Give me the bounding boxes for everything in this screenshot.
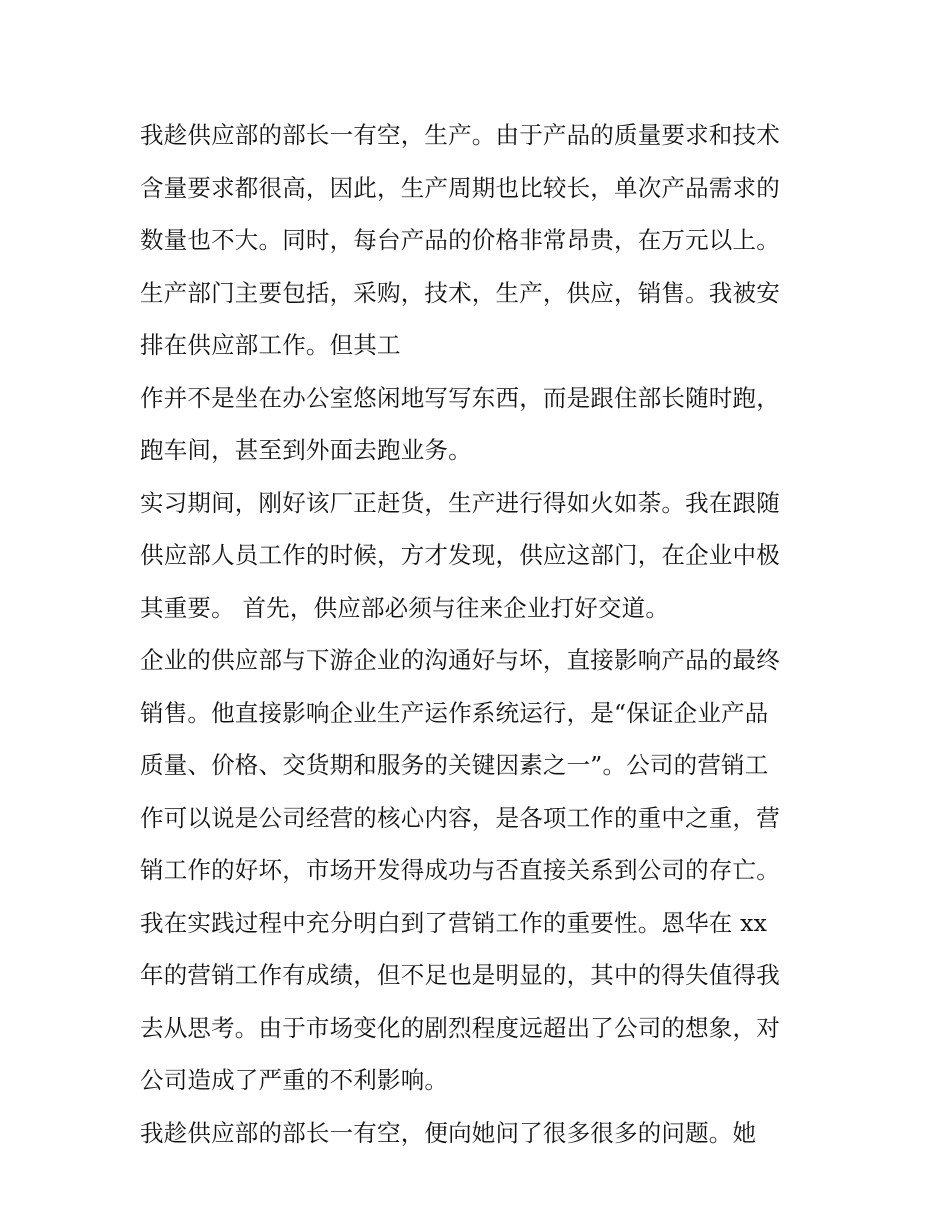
text-line: 实习期间，刚好该厂正赶货，生产进行得如火如荼。我在跟随 xyxy=(140,488,780,517)
text-line: 销售。他直接影响企业生产运作系统运行，是“保证企业产品 xyxy=(140,698,769,727)
text-line: 年的营销工作有成绩，但不足也是明显的，其中的得失值得我 xyxy=(140,961,780,989)
text-line: 生产部门主要包括，采购，技术，生产，供应，销售。我被安 xyxy=(140,278,780,307)
text-line: 去从思考。由于市场变化的剧烈程度远超出了公司的想象，对 xyxy=(140,1013,780,1042)
text-line: 我趁供应部的部长一有空，生产。由于产品的质量要求和技术 xyxy=(140,121,780,149)
body-text xyxy=(140,109,820,1159)
text-line: 作可以说是公司经营的核心内容，是各项工作的重中之重，营 xyxy=(140,803,780,832)
text-line: 供应部人员工作的时候，方才发现，供应这部门，在企业中极 xyxy=(140,541,780,569)
text-line: 销工作的好坏，市场开发得成功与否直接关系到公司的存亡。 xyxy=(140,856,780,884)
text-line: 其重要。 首先，供应部必须与往来企业打好交道。 xyxy=(140,593,670,622)
text-line: 排在供应部工作。但其工 xyxy=(140,331,401,359)
text-line: 我在实践过程中充分明白到了营销工作的重要性。恩华在 xx xyxy=(140,908,768,937)
text-line: 质量、价格、交货期和服务的关键因素之一”。公司的营销工 xyxy=(140,751,769,779)
text-line: 作并不是坐在办公室悠闲地写写东西，而是跟住部长随时跑， xyxy=(140,383,780,412)
text-line: 我趁供应部的部长一有空，便向她问了很多很多的问题。她 xyxy=(140,1118,757,1147)
text-line: 公司造成了严重的不利影响。 xyxy=(140,1066,449,1094)
text-line: 企业的供应部与下游企业的沟通好与坏，直接影响产品的最终 xyxy=(140,646,780,674)
text-line: 数量也不大。同时，每台产品的价格非常昂贵，在万元以上。 xyxy=(140,226,780,254)
text-line: 含量要求都很高，因此，生产周期也比较长，单次产品需求的 xyxy=(140,173,780,202)
text-line: 跑车间，甚至到外面去跑业务。 xyxy=(140,436,472,464)
